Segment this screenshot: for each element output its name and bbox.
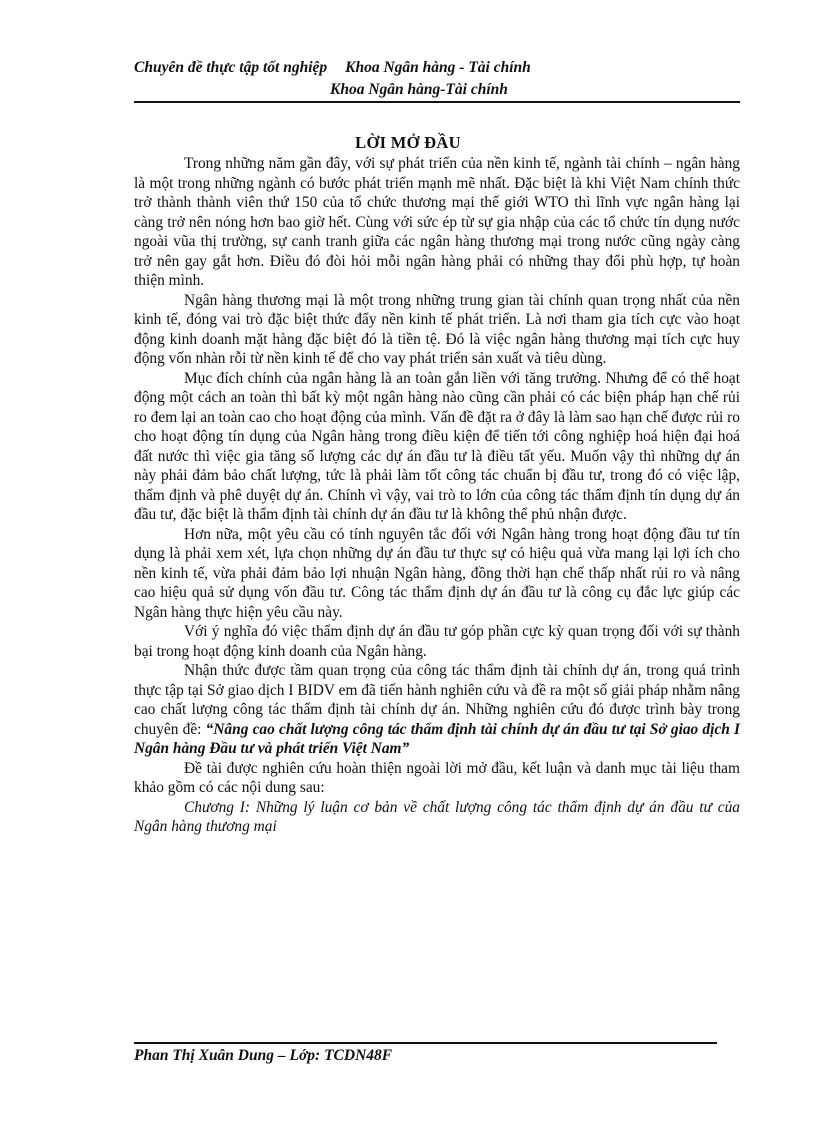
page-header	[134, 57, 740, 101]
page-title: LỜI MỞ ĐẦU	[355, 133, 461, 152]
paragraph-1: Trong những năm gần đây, với sự phát triển của nền kinh tế, ngành tài chính – ngân hàng là một trong những ngành có bước phát triển mạnh mẽ nhất. Đặc biệt là khi Việt Nam chính thức trở thành thành viên thứ 150 của tổ chức thương mại thế giới WTO thì lĩnh vực ngân hàng lại càng trở nên nóng hơn bao giờ hết. Cùng với sức ép từ sự gia nhập của các tổ chức tín dụng nước ngoài vũa thị trường, sự canh tranh giữa các ngân hàng thương mại trong nước cũng ngày càng trở nên gay gắt hơn. Điều đó đòi hỏi mỗi ngân hàng phải có những thay đổi phù hợp, tự hoàn thiện mình.	[134, 155, 740, 289]
header-faculty: Khoa Ngân hàng - Tài chính	[345, 59, 531, 76]
header-faculty-repeat: Khoa Ngân hàng-Tài chính	[330, 81, 508, 98]
paragraph-2: Ngân hàng thương mại là một trong những trung gian tài chính quan trọng nhất của nền kinh tế, đóng vai trò đặc biệt thức đẩy nền kinh tế phát triển. Là nơi tham gia tích cực vào hoạt động kinh doanh mặt hàng đặc biệt đó là tiền tệ. Đó là việc ngân hàng thương mại tích cực huy động vốn nhàn rỗi từ nền kinh tế để cho vay phát triển sản xuất và tiêu dùng.	[134, 291, 740, 367]
paragraph-3: Mục đích chính của ngân hàng là an toàn gắn liền với tăng trưởng. Nhưng để có thể hoạt động một cách an toàn thì bất kỳ một ngân hàng nào cũng cần phải có các biện pháp hạn chế rủi ro đem lại an toàn cao cho hoạt động của mình. Vấn đề đặt ra ở đây là làm sao hạn chế được rủi ro cho hoạt động tín dụng của Ngân hàng trong điều kiện để tiến tới công nghiệp hoá hiện đại hoá đất nước thì việc gia tăng số lượng các dự án đầu tư là điều tất yếu. Muốn vậy thì những dự án này phải đảm bảo chất lượng, tức là phải làm tốt công tác chuẩn bị đầu tư, trong đó có việc lập, thẩm định và phê duyệt dự án. Chính vì vậy, vai trò to lớn của công tác thẩm định tín dụng dự án đầu tư, đặc biệt là thẩm định tài chính dự án đầu tư là không thể phủ nhận được.	[134, 369, 740, 523]
chapter-1-line: Chương I: Những lý luận cơ bản về chất lượng công tác thẩm định dự án đầu tư của Ngân hàng thương mại	[134, 798, 740, 835]
thesis-title-emphasis: “Nâng cao chất lượng công tác thẩm định tài chính dự án đầu tư tại Sở giao dịch I Ngân hàng Đầu tư và phát triển Việt Nam”	[134, 720, 740, 757]
header-line-1	[134, 57, 740, 79]
footer-divider	[134, 1042, 717, 1044]
paragraph-4: Hơn nữa, một yêu cầu có tính nguyên tắc đối với Ngân hàng trong hoạt động đầu tư tín dụng là phải xem xét, lựa chọn những dự án đầu tư thực sự có hiệu quả vừa mang lại lợi ích cho nền kinh tế, vừa phải đảm bảo lợi nhuận Ngân hàng, đồng thời hạn chế thấp nhất rủi ro và nâng cao hiệu quả sử dụng vốn đầu tư. Công tác thẩm định dự án đầu tư là công cụ đắc lực giúp các Ngân hàng thực hiện yêu cầu này.	[134, 525, 740, 621]
paragraph-7: Đề tài được nghiên cứu hoàn thiện ngoài lời mở đầu, kết luận và danh mục tài liệu tham khảo gồm có các nội dung sau:	[134, 759, 740, 796]
paragraph-6	[134, 661, 740, 759]
document-body	[134, 154, 740, 837]
header-divider	[134, 101, 740, 103]
header-report-title: Chuyên đề thực tập tốt nghiệp	[134, 59, 328, 76]
paragraph-6-text: Nhận thức được tầm quan trọng của công tác thẩm định tài chính dự án, trong quá trình thực tập tại Sở giao dịch I BIDV em đã tiến hành nghiên cứu và đề ra một số giải pháp nhằm nâng cao chất lượng công tác thẩm định tài chính dự án. Những nghiên cứu đó được trình bày trong chuyên đề:	[134, 662, 740, 738]
page-footer-author: Phan Thị Xuân Dung – Lớp: TCDN48F	[134, 1047, 393, 1064]
paragraph-5: Với ý nghĩa đó việc thẩm định dự án đầu tư góp phần cực kỳ quan trọng đối với sự thành bại trong hoạt động kinh doanh của Ngân hàng.	[134, 623, 740, 660]
